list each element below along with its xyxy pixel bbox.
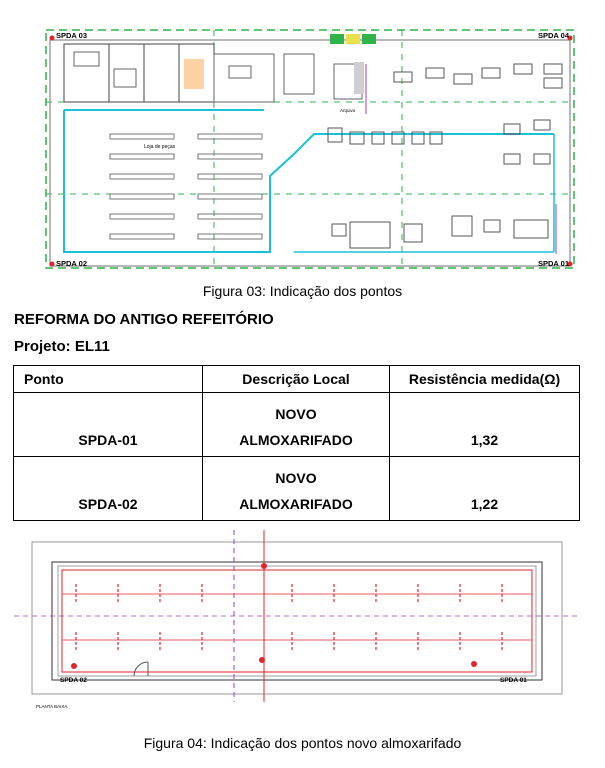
label-spda-02: SPDA 02 xyxy=(56,259,87,268)
table-header-row xyxy=(14,366,580,393)
project-label: Projeto: EL11 xyxy=(14,338,110,355)
cell-descricao xyxy=(203,457,390,521)
figure-04-warehouse-plan xyxy=(14,526,580,728)
section-title: REFORMA DO ANTIGO REFEITÓRIO xyxy=(14,311,274,328)
cell-resistencia: 1,32 xyxy=(390,393,580,457)
floor-plan-drawing xyxy=(14,24,580,274)
figure-03-floor-plan xyxy=(14,24,580,274)
cell-resistencia: 1,22 xyxy=(390,457,580,521)
table-row xyxy=(14,457,580,521)
col-header-ponto: Ponto xyxy=(14,366,203,393)
label-spda-01: SPDA 01 xyxy=(500,677,527,684)
desc-line-1: NOVO xyxy=(275,406,317,422)
label-loja-pecas: Loja de peças xyxy=(144,144,176,150)
desc-line-2: ALMOXARIFADO xyxy=(239,496,353,512)
table-row xyxy=(14,393,580,457)
col-header-resistencia: Resistência medida(Ω) xyxy=(390,366,580,393)
label-spda-03: SPDA 03 xyxy=(56,31,87,40)
figure-04-caption: Figura 04: Indicação dos pontos novo almoxarifado xyxy=(143,735,462,751)
label-planta-baixa: PLANTA BAIXA xyxy=(36,704,68,709)
desc-line-2: ALMOXARIFADO xyxy=(239,432,353,448)
col-header-descricao: Descrição Local xyxy=(203,366,390,393)
label-spda-01: SPDA 01 xyxy=(538,259,569,268)
cell-ponto: SPDA-01 xyxy=(14,393,203,457)
warehouse-plan-drawing xyxy=(14,526,580,728)
label-arquivo: Arquivo xyxy=(340,108,356,113)
cell-ponto: SPDA-02 xyxy=(14,457,203,521)
desc-line-1: NOVO xyxy=(275,470,317,486)
figure-03-caption: Figura 03: Indicação dos pontos xyxy=(202,283,403,299)
cell-descricao xyxy=(203,393,390,457)
label-spda-04: SPDA 04 xyxy=(538,31,569,40)
measurement-table xyxy=(13,365,580,521)
label-spda-02: SPDA 02 xyxy=(60,677,87,684)
